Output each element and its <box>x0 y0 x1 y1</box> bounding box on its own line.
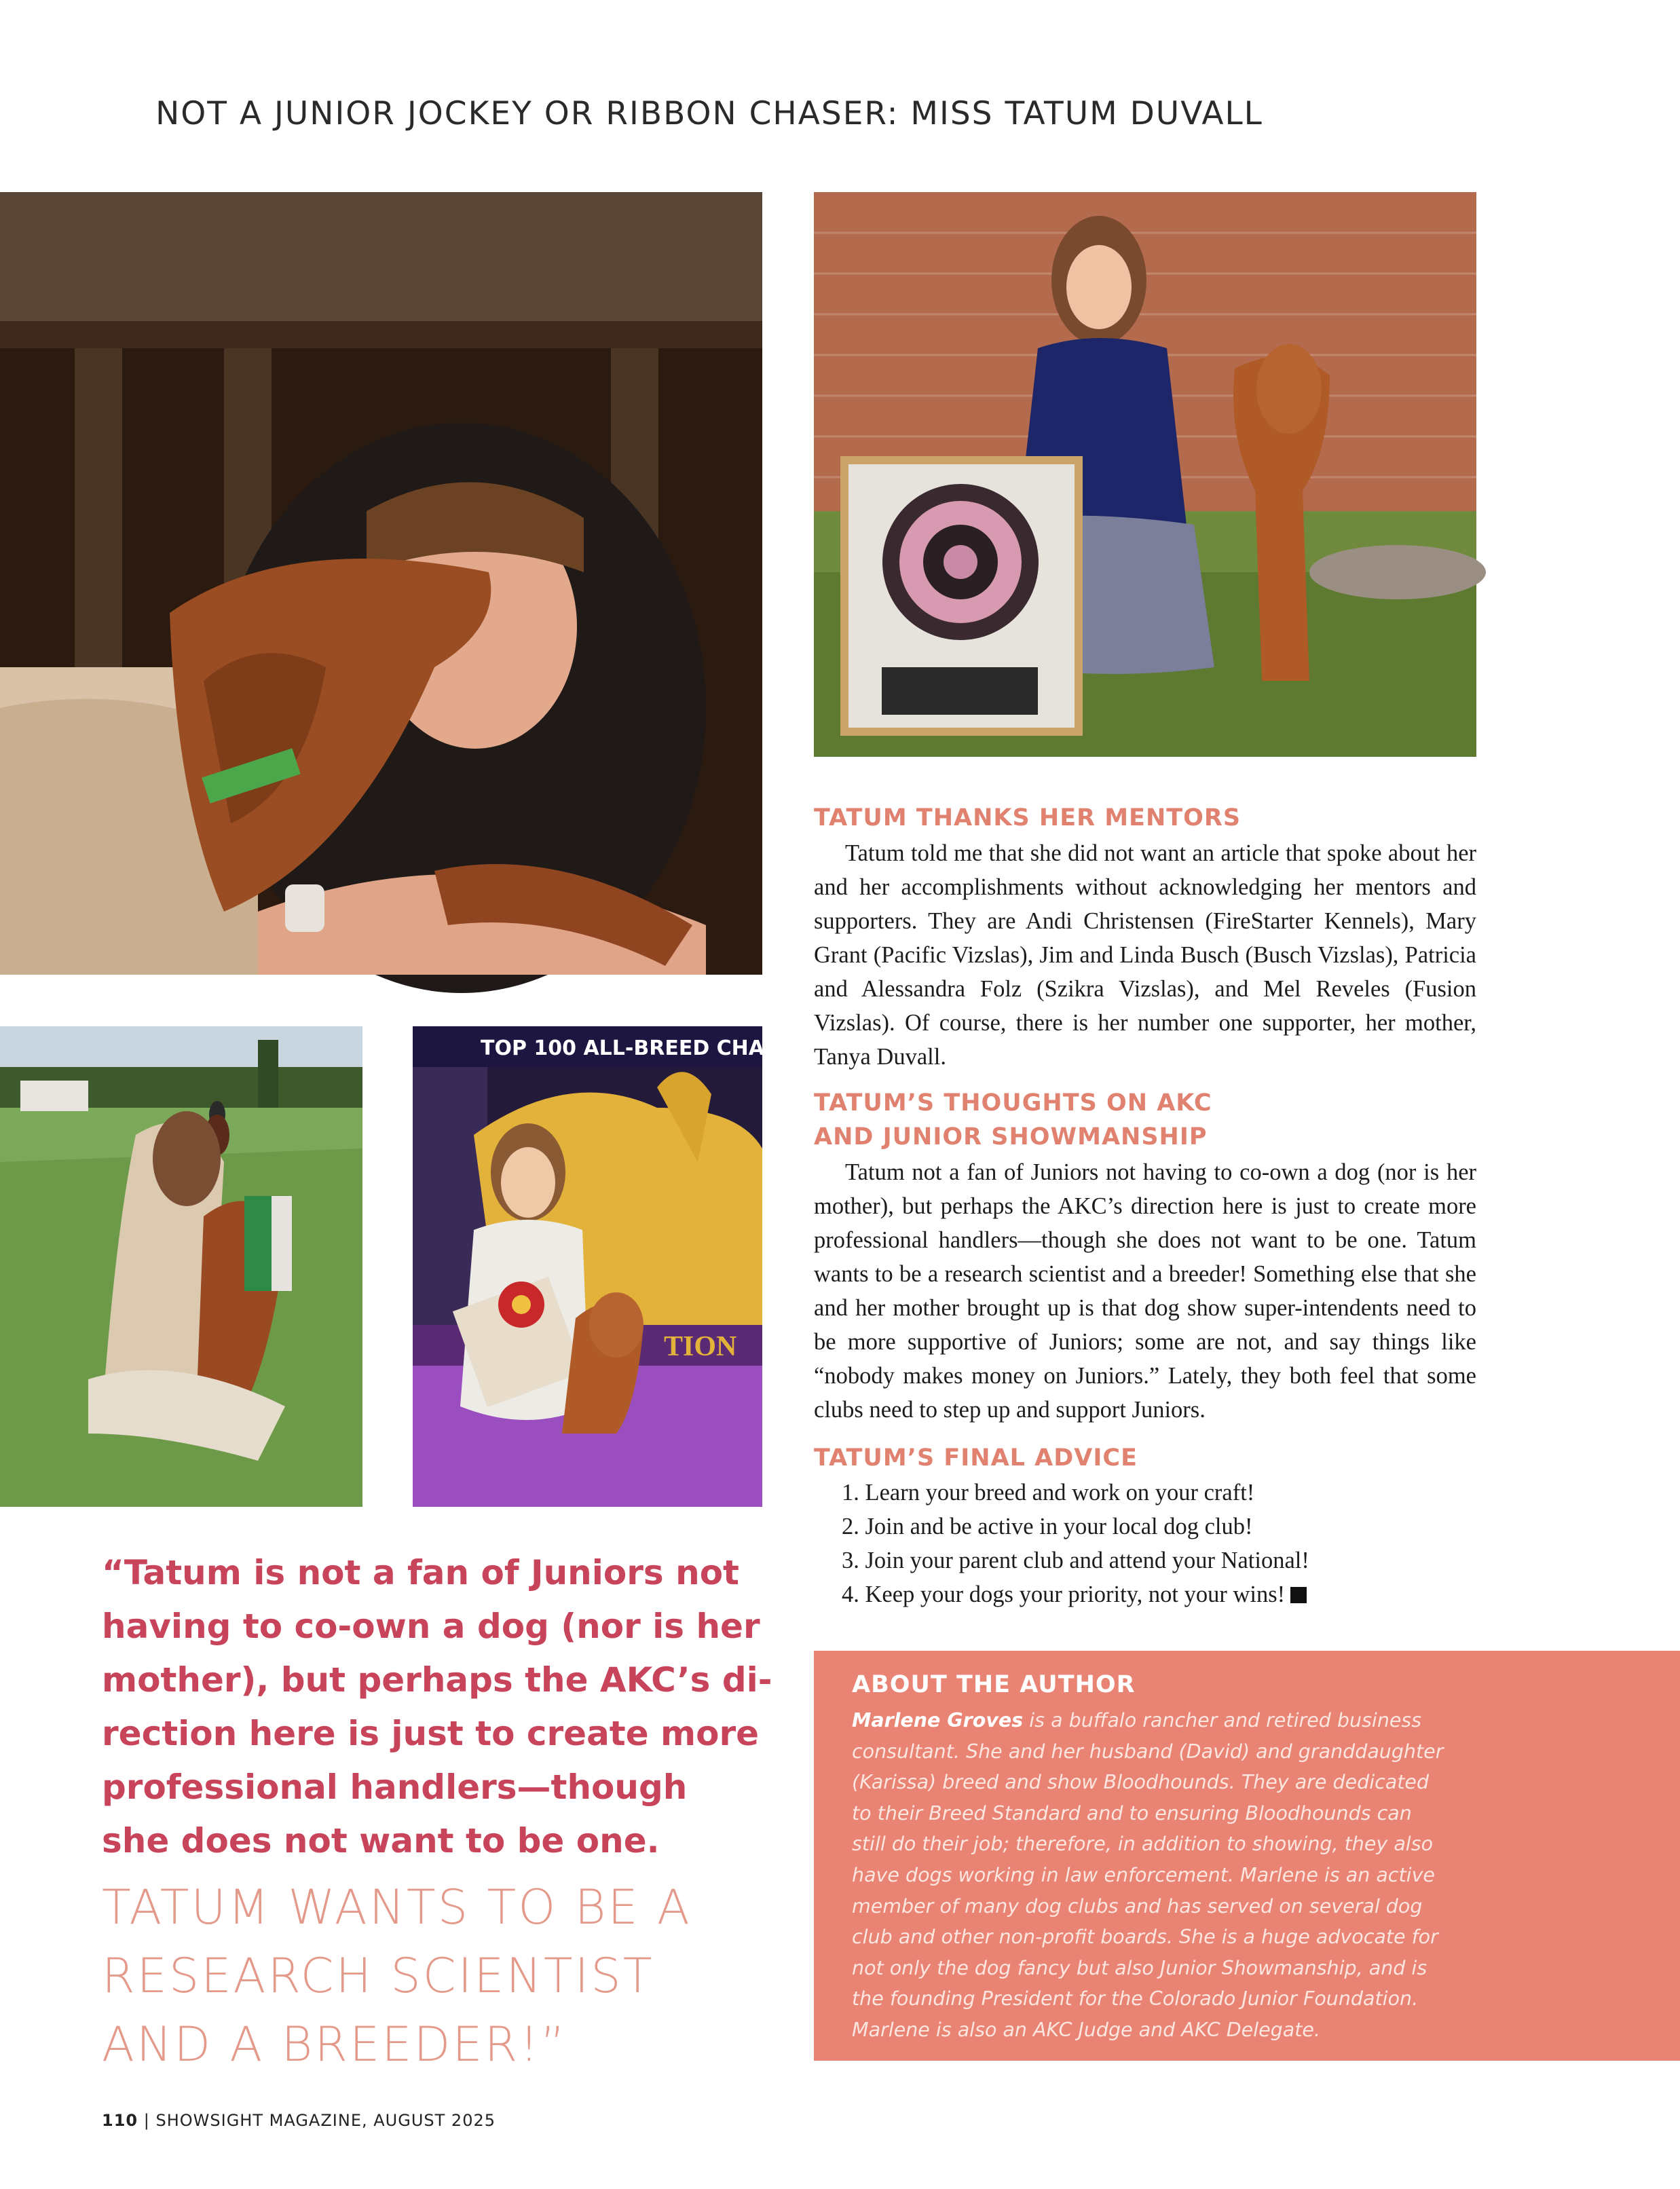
author-bio-line: consultant. She and her husband (David) and granddaughter <box>852 1740 1444 1763</box>
page-number: 110 <box>102 2111 138 2130</box>
section-heading-thoughts-line2: AND JUNIOR SHOWMANSHIP <box>814 1123 1208 1150</box>
advice-item <box>842 1577 1476 1611</box>
author-bio-line: the founding President for the Colorado Junior Foundation. <box>852 1987 1419 2010</box>
end-mark-icon <box>1290 1587 1307 1603</box>
advice-item: 3. Join your parent club and attend your National! <box>842 1548 1309 1573</box>
author-box <box>814 1651 1680 2061</box>
author-bio-line: Marlene Groves is a buffalo rancher and retired business <box>852 1709 1422 1732</box>
mentors-paragraph: Tatum told me that she did not want an article that spoke about her and her accomplishments without acknowledging her mentors and supporters. They are Andi Christensen (FireStarter Kennels), Mary Grant (Pacific Vizslas), Jim and Linda Busch (Busch Vizslas), Patricia and Alessandra Folz (Szikra Vizslas), and Mel Reveles (Fusion Vizslas). Of course, there is her number one supporter, her mother, Tanya Duvall. <box>814 840 1476 1070</box>
photo-girl-with-award <box>814 192 1476 757</box>
author-bio-line: Marlene is also an AKC Judge and AKC Delegate. <box>852 2018 1320 2041</box>
section-heading-thoughts <box>814 1086 1212 1154</box>
pull-quote-highlight-line: TATUM WANTS TO BE A <box>102 1879 692 1935</box>
page-footer <box>102 2111 496 2130</box>
author-bio-line: still do their job; therefore, in addition to showing, they also <box>852 1833 1434 1856</box>
author-bio-line: member of many dog clubs and has served on several dog <box>852 1894 1423 1917</box>
pull-quote-line: “Tatum is not a fan of Juniors not <box>102 1553 739 1592</box>
photo-top100-event <box>413 1026 857 1507</box>
author-bio <box>852 1705 1531 2046</box>
footer-separator: | <box>143 2111 150 2130</box>
photo-girl-hugging-dog <box>0 192 762 975</box>
event-banner-partial: TION <box>664 1331 737 1362</box>
pull-quote <box>102 1546 781 2079</box>
pull-quote-highlight-line: RESEARCH SCIENTIST <box>102 1948 654 2004</box>
author-bio-line: club and other non-profit boards. She is a huge advocate for <box>852 1926 1438 1949</box>
thoughts-paragraph: Tatum not a fan of Juniors not having to co-own a dog (nor is her mother), but perhaps the AKC’s direction here is just to create more professional handlers—though she does not want to be one. Tatum wants to be a research scientist and a breeder! Something else that she and her mother brought up is that dog show super-intendents need to be more supportive of Juniors; some are not, and say things like “nobody makes money on Juniors.” Lately, they both feel that some clubs need to step up and support Juniors. <box>814 1159 1476 1423</box>
pull-quote-line: mother), but perhaps the AKC’s di- <box>102 1660 772 1700</box>
advice-item: 1. Learn your breed and work on your craft! <box>842 1480 1255 1505</box>
article-kicker: NOT A JUNIOR JOCKEY OR RIBBON CHASER: MISS TATUM DUVALL <box>155 95 1263 132</box>
event-banner-text: TOP 100 ALL-BREED CHAMPIONS <box>481 1036 857 1060</box>
author-bio-line: to their Breed Standard and to ensuring Bloodhounds can <box>852 1801 1412 1825</box>
author-bio-line: (Karissa) breed and show Bloodhounds. They are dedicated <box>852 1771 1430 1794</box>
author-bio-line: have dogs working in law enforcement. Marlene is an active <box>852 1863 1435 1886</box>
advice-list <box>842 1476 1476 1611</box>
section-heading-mentors: TATUM THANKS HER MENTORS <box>814 804 1242 831</box>
publication-name: SHOWSIGHT MAGAZINE, AUGUST 2025 <box>155 2111 496 2130</box>
photo-girl-kissing-dog-lawn <box>0 1026 362 1507</box>
pull-quote-line: she does not want to be one. <box>102 1821 660 1860</box>
advice-item: 2. Join and be active in your local dog club! <box>842 1514 1253 1539</box>
section-heading-advice: TATUM’S FINAL ADVICE <box>814 1444 1138 1472</box>
section-heading-thoughts-line1: TATUM’S THOUGHTS ON AKC <box>814 1089 1212 1117</box>
pull-quote-line: rection here is just to create more <box>102 1714 760 1753</box>
author-heading: ABOUT THE AUTHOR <box>852 1671 1136 1698</box>
pull-quote-line: professional handlers—though <box>102 1767 688 1807</box>
advice-item-text: 4. Keep your dogs your priority, not your wins! <box>842 1582 1286 1607</box>
author-name: Marlene Groves <box>852 1709 1024 1732</box>
author-bio-line: not only the dog fancy but also Junior Showmanship, and is <box>852 1956 1427 1979</box>
pull-quote-highlight-line: AND A BREEDER!” <box>102 2017 567 2072</box>
pull-quote-line: having to co-own a dog (nor is her <box>102 1607 760 1646</box>
